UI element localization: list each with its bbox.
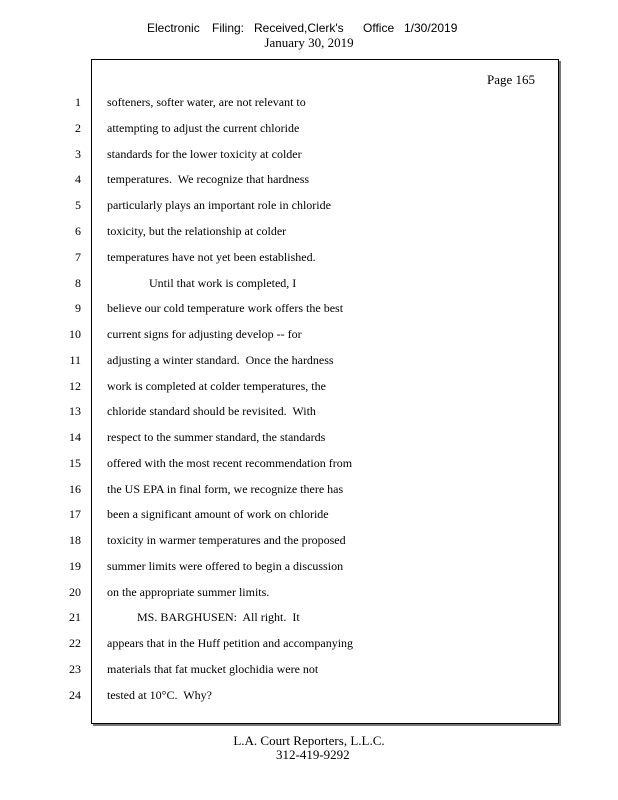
line-text: adjusting a winter standard. Once the hardness: [107, 353, 334, 367]
transcript-line: [0, 301, 618, 319]
transcript-line: [0, 250, 618, 268]
line-number: 1: [75, 95, 81, 109]
filing-date-line: January 30, 2019: [264, 35, 354, 50]
line-number: 11: [69, 353, 81, 367]
page-number: Page 165: [487, 72, 536, 87]
line-text: MS. BARGHUSEN: All right. It: [107, 610, 300, 624]
line-number: 22: [69, 636, 81, 650]
transcript-line: [0, 610, 618, 628]
line-text: standards for the lower toxicity at colder: [107, 147, 302, 161]
reporter-company: L.A. Court Reporters, L.L.C.: [233, 733, 385, 748]
line-number: 12: [69, 379, 81, 393]
transcript-line: [0, 276, 618, 294]
line-number: 19: [69, 559, 81, 573]
stamp-electronic: Electronic: [147, 21, 200, 35]
transcript-line: [0, 147, 618, 165]
line-number: 17: [69, 507, 81, 521]
transcript-line: [0, 430, 618, 448]
line-text: believe our cold temperature work offers the best: [107, 301, 344, 315]
line-text: current signs for adjusting develop -- for: [107, 327, 302, 341]
line-number: 6: [75, 224, 81, 238]
line-text: the US EPA in final form, we recognize there has: [107, 482, 344, 496]
line-number: 16: [69, 482, 81, 496]
line-number: 4: [75, 172, 81, 186]
transcript-line: [0, 379, 618, 397]
line-number: 5: [75, 198, 81, 212]
line-text: respect to the summer standard, the standards: [107, 430, 326, 444]
line-number: 24: [69, 688, 81, 702]
transcript-line: [0, 404, 618, 422]
line-number: 15: [69, 456, 81, 470]
reporter-phone: 312-419-9292: [276, 747, 350, 762]
line-number: 23: [69, 662, 81, 676]
line-text: attempting to adjust the current chloride: [107, 121, 300, 135]
line-number: 9: [75, 301, 81, 315]
line-text: toxicity, but the relationship at colder: [107, 224, 287, 238]
line-text: toxicity in warmer temperatures and the proposed: [107, 533, 346, 547]
transcript-line: [0, 585, 618, 603]
line-text: on the appropriate summer limits.: [107, 585, 270, 599]
transcript-line: [0, 327, 618, 345]
transcript-line: [0, 353, 618, 371]
transcript-line: [0, 482, 618, 500]
transcript-line: [0, 95, 618, 113]
line-text: been a significant amount of work on chloride: [107, 507, 329, 521]
line-number: 20: [69, 585, 81, 599]
line-text: materials that fat mucket glochidia were not: [107, 662, 319, 676]
transcript-line: [0, 662, 618, 680]
transcript-line: [0, 559, 618, 577]
line-number: 13: [69, 404, 81, 418]
transcript-line: [0, 456, 618, 474]
line-text: summer limits were offered to begin a discussion: [107, 559, 344, 573]
line-text: temperatures. We recognize that hardness: [107, 172, 310, 186]
line-text: chloride standard should be revisited. With: [107, 404, 316, 418]
transcript-line: [0, 507, 618, 525]
line-number: 3: [75, 147, 81, 161]
transcript-line: [0, 533, 618, 551]
stamp-office: Office: [363, 21, 395, 35]
transcript-line: [0, 636, 618, 654]
stamp-date: 1/30/2019: [404, 21, 458, 35]
line-text: offered with the most recent recommendation from: [107, 456, 353, 470]
line-number: 8: [75, 276, 81, 290]
line-text: softeners, softer water, are not relevant to: [107, 95, 306, 109]
stamp-filing: Filing:: [212, 21, 245, 35]
transcript-line: [0, 198, 618, 216]
line-text: temperatures have not yet been established.: [107, 250, 316, 264]
line-number: 7: [75, 250, 81, 264]
line-text: appears that in the Huff petition and accompanying: [107, 636, 354, 650]
stamp-received: Received,Clerk's: [254, 21, 344, 35]
line-number: 2: [75, 121, 81, 135]
line-number: 21: [69, 610, 81, 624]
line-text: tested at 10°C. Why?: [107, 688, 212, 702]
line-number: 10: [69, 327, 81, 341]
line-text: Until that work is completed, I: [107, 276, 297, 290]
line-number: 14: [69, 430, 81, 444]
transcript-line: [0, 688, 618, 706]
transcript-line: [0, 172, 618, 190]
transcript-line: [0, 121, 618, 139]
line-text: work is completed at colder temperatures, the: [107, 379, 326, 393]
transcript-line: [0, 224, 618, 242]
line-number: 18: [69, 533, 81, 547]
line-text: particularly plays an important role in chloride: [107, 198, 331, 212]
